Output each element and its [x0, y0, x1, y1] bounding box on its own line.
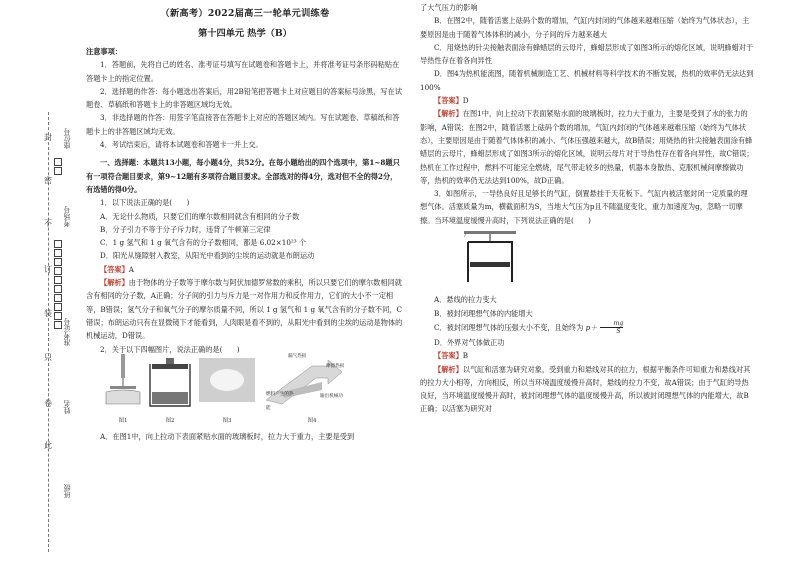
- mica-wax-icon: [198, 352, 256, 410]
- note-item: 2．选择题的作答：每小题选出答案后，用2B铅笔把答题卡上对应题目的答案标号涂黑，写在试题卷、草稿纸和答题卡上的非答题区域均无效。: [86, 86, 402, 110]
- q3-option-d: D．外界对气体做正功: [434, 337, 505, 347]
- q3-analysis: 【解析】以气缸和活塞为研究对象，受到重力和悬线对其的拉力，根据平衡条件可知重力和悬线对其的拉力大小相等，方向相反，所以当环境温度缓慢升高时，悬线的拉力不变，故A错误；由于气缸的导热良好，当环境温度缓慢升高时，被封闭理想气体的温度缓慢升高，所以被封闭理想气体的内能增大，故B正确；以活塞为研究对: [420, 364, 751, 414]
- notes-heading: 注意事项：: [86, 47, 122, 56]
- spring-scale-plate-icon: [104, 352, 142, 410]
- right-column: [420, 1, 754, 416]
- q1-option-d: D．阳光从缝隙射入教室，从阳光中看到的尘埃的运动就是布朗运动: [100, 251, 315, 261]
- seal-char: 订: [44, 265, 52, 274]
- q2-option-a-cont: 了大气压力的影响: [420, 3, 478, 12]
- q3-figure: [460, 230, 754, 290]
- formula-p-plus: p＋: [585, 322, 598, 332]
- q2-option-d: D．图4为热机能流图，随着机械制造工艺、机械材料等科学技术的不断发展，热机的效率仍无法达到100%: [420, 69, 754, 92]
- label-class: 班级: [63, 484, 71, 498]
- seal-char: 只: [44, 353, 52, 362]
- q1-answer: 【答案】A: [100, 264, 134, 274]
- question-3: 3．如图所示，一导热良好且足够长的气缸，倒置悬挂于天花板下。气缸内被活塞封闭一定质量的理想气体。活塞质量为m，横截面积为S，当地大气压为p且不随温度变化，重力加速度为g，忽略一切摩擦。当环境温度缓慢升高时，下列说法正确的是( ): [420, 189, 748, 225]
- figure-1: 图1: [104, 352, 142, 428]
- q3-option-a: A．悬线的拉力变大: [434, 295, 497, 305]
- q1-option-b: B．分子引力不等于分子斥力时，违背了牛顿第三定律: [100, 224, 271, 234]
- seal-char: 此: [44, 441, 52, 450]
- label-room-number: 考场号: [63, 206, 71, 227]
- seal-char: 装: [44, 309, 52, 318]
- note-item: 1．答题前，先将自己的姓名、准考证号填写在试题卷和答题卡上，并将准考证号条形码粘贴在答题卡上的指定位置。: [86, 60, 400, 83]
- q3-option-b: B．被封闭理想气体的内能增大: [434, 308, 533, 318]
- figure-3: 图3: [198, 352, 256, 428]
- seal-char: 密: [44, 176, 52, 185]
- label-seat-number: 座位号: [63, 128, 71, 149]
- q1-option-a: A．无论什么物质，只要它们的摩尔数相同就含有相同的分子数: [100, 211, 300, 221]
- hanging-cylinder-icon: [460, 230, 520, 286]
- piston-cylinder-icon: [148, 352, 192, 410]
- q2-option-c: C．用烧热的针尖接触表面涂有蜂蜡层的云母片，蜂蜡层形成了如图3所示的熔化区域，说明蜂蜡对于导热性存在着各向异性: [420, 42, 754, 66]
- q2-figures: [104, 354, 404, 428]
- label-candidate-number: 准考证号: [63, 318, 71, 346]
- seal-char: 不: [44, 219, 52, 228]
- q2-option-a: A．在图1中，向上拉动下表面紧贴水面的玻璃板时，拉力大于重力，主要是受到: [100, 431, 355, 441]
- question-2: 2．关于以下四幅图片，说法正确的是( ): [100, 344, 240, 354]
- left-column: [86, 6, 404, 443]
- question-1: 1．以下说法正确的是( ): [100, 198, 190, 208]
- candidate-number-boxes: [54, 240, 62, 330]
- q2-answer: 【答案】D: [434, 96, 469, 106]
- q3-option-c: C．被封闭理想气体的压强大小不变，且始终为 p＋ $\frac{mg}{S}$: [434, 320, 624, 336]
- note-item: 4．考试结束后，请将本试题卷和答题卡一并上交。: [100, 140, 263, 150]
- formula-fraction: $\frac{mg}{S}$: [600, 320, 624, 335]
- q2-analysis: 【解析】在图1中，向上拉动下表面紧贴水面的玻璃板时，拉力大于重力，主要是受到了水的张力的影响，A错误；在图2中，随着活塞上砝码个数的增加，气缸内封闭的气体越来越难压缩（始终为气体状态），主要原因是由于随着气体体积的减小、气体压强越来越大，故B错误；用烧热的针尖接触表面涂有蜂蜡层的云母片，蜂蜡层形成了如图3所示的熔化区域，说明云母片对于导热性存在着各向异性，故C错误；热机在工作过程中，燃料不可能完全燃烧，尾气带走较多的热量，机器本身散热、克服机械间摩擦做功等，热机的效率仍无法达到100%，故D正确。: [420, 109, 754, 185]
- q1-option-c: C．1 g 氢气和 1 g 氧气含有的分子数相同，都是 6.02×10²³ 个: [100, 238, 307, 248]
- note-item: 3．非选择题的作答：用签字笔直接答在答题卡上对应的答题区域内。写在试题卷、草稿纸和答题卡上的非答题区域均无效。: [86, 113, 400, 136]
- q1-analysis: 【解析】由于物体的分子数等于摩尔数与阿伏加德罗常数的乘积，所以只要它们的摩尔数相同就含有相同的分子数，A正确；分子间的引力与斥力是一对作用力和反作用力，它们的大小不一定相等，B错误；氢气分子和氧气分子的摩尔质量不同，所以 1 g 氢气和 1 g 氧气含有的分子数不同，C错误；布朗运动只有在显微镜下才能看到，人肉眼是看不到的，从阳光中看到的尘埃的运动是物体的机械运动，D错误。: [86, 278, 403, 341]
- q2-option-b: B．在图2中，随着活塞上砝码个数的增加，气缸内封闭的气体越来越难压缩（始终为气体状态），主要原因是由于随着气体体积的减小，分子间的斥力越来越大: [420, 16, 750, 39]
- paper-title: （新高考）2022届高三一轮单元训练卷: [160, 8, 330, 19]
- seal-char: 封: [44, 133, 52, 142]
- figure-4: 漏气热损 摩擦热损 输出机械功 燃料产生的热能 图4: [262, 352, 362, 428]
- binding-margin: [0, 0, 78, 562]
- q3-answer: 【答案】B: [434, 351, 469, 361]
- figure-2: 图2: [148, 352, 192, 428]
- paper-subtitle: 第十四单元 热学（B）: [198, 28, 292, 39]
- section-heading: 一、选择题：本题共13小题，每小题4分，共52分。在每小题给出的四个选项中，第1~8题只有一项符合题目要求，第9~12题有多项符合题目要求。全部选对的得4分，选对但不全的得2分，有选错的得0分。: [86, 158, 400, 194]
- label-name: 姓名: [63, 400, 71, 414]
- seal-char: 卷: [44, 399, 52, 408]
- seat-number-boxes: [54, 158, 62, 176]
